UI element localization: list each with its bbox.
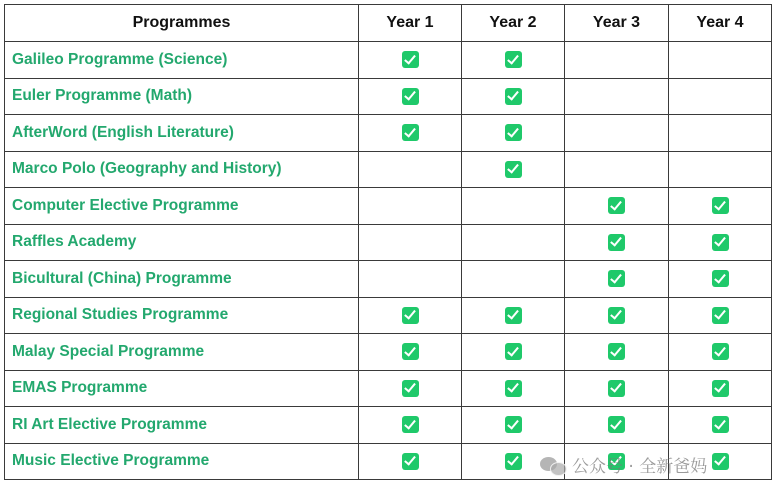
checkmark-icon (505, 453, 522, 470)
year-2-cell (462, 334, 565, 371)
year-2-cell (462, 188, 565, 225)
header-year-2: Year 2 (462, 5, 565, 42)
year-1-cell (359, 370, 462, 407)
checkmark-icon (402, 380, 419, 397)
year-2-cell (462, 78, 565, 115)
table-row (5, 42, 772, 79)
year-2-cell (462, 297, 565, 334)
header-year-3: Year 3 (565, 5, 669, 42)
year-3-cell (565, 188, 669, 225)
programme-name: Malay Special Programme (5, 334, 359, 371)
year-3-cell (565, 261, 669, 298)
year-3-cell (565, 334, 669, 371)
header-programmes: Programmes (5, 5, 359, 42)
table-row (5, 78, 772, 115)
programme-name: RI Art Elective Programme (5, 407, 359, 444)
checkmark-icon (712, 234, 729, 251)
checkmark-icon (608, 380, 625, 397)
table-row (5, 443, 772, 480)
header-year-1: Year 1 (359, 5, 462, 42)
checkmark-icon (505, 380, 522, 397)
checkmark-icon (608, 234, 625, 251)
year-4-cell (669, 42, 772, 79)
checkmark-icon (402, 453, 419, 470)
year-4-cell (669, 115, 772, 152)
year-2-cell (462, 42, 565, 79)
checkmark-icon (402, 88, 419, 105)
table-row (5, 115, 772, 152)
programme-name: EMAS Programme (5, 370, 359, 407)
year-2-cell (462, 151, 565, 188)
year-1-cell (359, 297, 462, 334)
checkmark-icon (712, 416, 729, 433)
year-1-cell (359, 261, 462, 298)
programme-name: Regional Studies Programme (5, 297, 359, 334)
year-4-cell (669, 188, 772, 225)
checkmark-icon (712, 380, 729, 397)
table-row (5, 370, 772, 407)
checkmark-icon (505, 307, 522, 324)
checkmark-icon (505, 161, 522, 178)
year-2-cell (462, 224, 565, 261)
programme-name: Euler Programme (Math) (5, 78, 359, 115)
year-3-cell (565, 42, 669, 79)
table-row (5, 224, 772, 261)
year-3-cell (565, 370, 669, 407)
year-1-cell (359, 115, 462, 152)
checkmark-icon (712, 307, 729, 324)
checkmark-icon (712, 197, 729, 214)
year-2-cell (462, 115, 565, 152)
year-2-cell (462, 407, 565, 444)
year-1-cell (359, 224, 462, 261)
checkmark-icon (712, 343, 729, 360)
programme-name: Music Elective Programme (5, 443, 359, 480)
programme-name: Computer Elective Programme (5, 188, 359, 225)
checkmark-icon (608, 270, 625, 287)
table-row (5, 188, 772, 225)
checkmark-icon (505, 88, 522, 105)
checkmark-icon (712, 453, 729, 470)
checkmark-icon (608, 416, 625, 433)
year-1-cell (359, 443, 462, 480)
programme-name: Marco Polo (Geography and History) (5, 151, 359, 188)
year-3-cell (565, 115, 669, 152)
year-2-cell (462, 261, 565, 298)
programmes-table (4, 4, 772, 480)
header-row (5, 5, 772, 42)
year-2-cell (462, 370, 565, 407)
year-3-cell (565, 224, 669, 261)
programme-name: AfterWord (English Literature) (5, 115, 359, 152)
checkmark-icon (608, 453, 625, 470)
year-3-cell (565, 78, 669, 115)
year-1-cell (359, 151, 462, 188)
year-4-cell (669, 224, 772, 261)
year-1-cell (359, 407, 462, 444)
checkmark-icon (608, 197, 625, 214)
year-4-cell (669, 261, 772, 298)
checkmark-icon (402, 343, 419, 360)
table-row (5, 407, 772, 444)
year-4-cell (669, 370, 772, 407)
programme-name: Bicultural (China) Programme (5, 261, 359, 298)
table-row (5, 261, 772, 298)
year-4-cell (669, 334, 772, 371)
checkmark-icon (402, 124, 419, 141)
year-3-cell (565, 407, 669, 444)
year-4-cell (669, 407, 772, 444)
year-2-cell (462, 443, 565, 480)
year-1-cell (359, 78, 462, 115)
year-4-cell (669, 78, 772, 115)
checkmark-icon (608, 343, 625, 360)
table-body (5, 42, 772, 480)
year-1-cell (359, 42, 462, 79)
checkmark-icon (505, 416, 522, 433)
year-1-cell (359, 188, 462, 225)
checkmark-icon (505, 51, 522, 68)
header-year-4: Year 4 (669, 5, 772, 42)
year-3-cell (565, 151, 669, 188)
year-3-cell (565, 443, 669, 480)
year-1-cell (359, 334, 462, 371)
checkmark-icon (402, 51, 419, 68)
checkmark-icon (402, 307, 419, 324)
checkmark-icon (608, 307, 625, 324)
year-4-cell (669, 151, 772, 188)
checkmark-icon (402, 416, 419, 433)
checkmark-icon (505, 124, 522, 141)
year-4-cell (669, 443, 772, 480)
programme-name: Galileo Programme (Science) (5, 42, 359, 79)
watermark-text: 公众号 · 全新爸妈 (572, 457, 708, 477)
year-4-cell (669, 297, 772, 334)
checkmark-icon (712, 270, 729, 287)
programme-name: Raffles Academy (5, 224, 359, 261)
table-row (5, 151, 772, 188)
table-row (5, 297, 772, 334)
checkmark-icon (505, 343, 522, 360)
table-row (5, 334, 772, 371)
year-3-cell (565, 297, 669, 334)
